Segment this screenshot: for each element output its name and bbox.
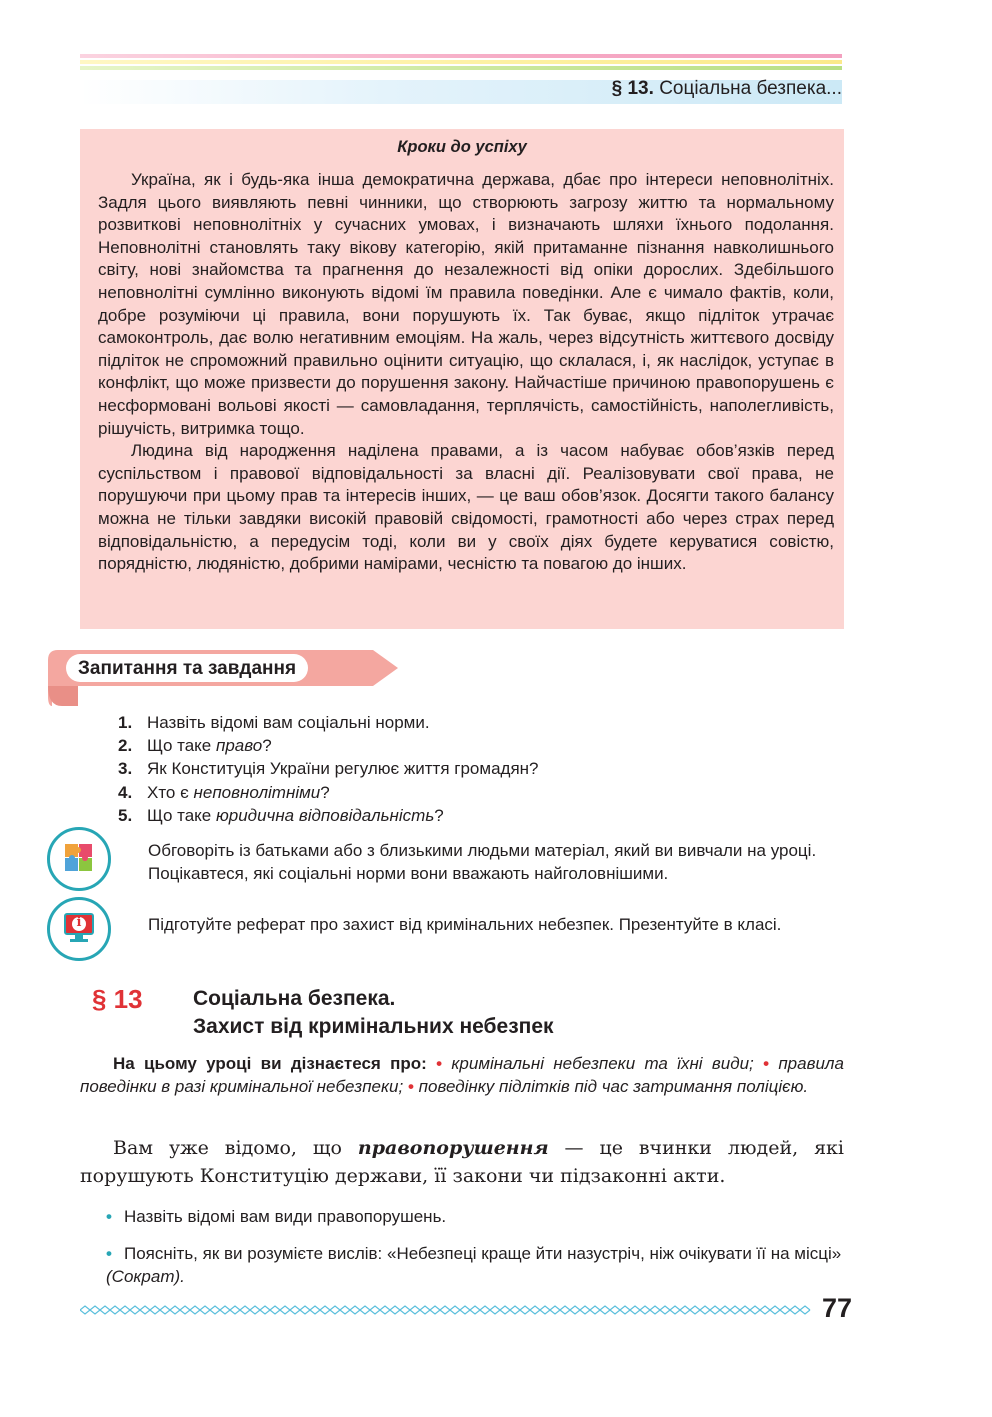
learning-item: кримінальні небезпеки та їхні види; bbox=[451, 1054, 754, 1073]
family-puzzle-icon bbox=[47, 827, 111, 891]
questions-list bbox=[118, 711, 539, 827]
learning-item: правила поведінки в разі кримінальної небезпеки; bbox=[80, 1054, 844, 1096]
question-item bbox=[118, 734, 539, 757]
questions-heading: Запитання та завдання bbox=[66, 654, 308, 682]
section-title-line: Захист від кримінальних небезпек bbox=[193, 1015, 554, 1038]
question-number: 3. bbox=[118, 759, 133, 779]
success-paragraph: Людина від народження наділена правами, а із часом набуває обов’язків перед суспільством і правової відповідальності за власні дії. Реалізовувати свої права, не порушуючи при цьому прав та інтересів інших, — це ваш обов’язок. Досягти такого балансу можна не тільки завдяки високій правовій свідомості, грамотності або через страх перед відповідальністю, а передусім тоді, коли ви у своїх діях будете керуватися совістю, порядністю, людяністю, добрими намірами, чесністю та повагою до інших. bbox=[98, 441, 834, 574]
intro-term: правопорушення bbox=[357, 1137, 549, 1159]
running-header-title: Соціальна безпека... bbox=[659, 78, 842, 99]
question-term: неповнолітніми bbox=[193, 782, 321, 802]
bullet-mark: • bbox=[407, 1077, 414, 1096]
question-term: право bbox=[215, 736, 263, 756]
intro-paragraph bbox=[80, 1134, 844, 1190]
bullet-quote-author: (Сократ). bbox=[106, 1267, 185, 1286]
question-text: Що таке bbox=[147, 805, 216, 825]
question-text: Назвіть відомі вам соціальні норми. bbox=[147, 713, 430, 732]
question-number: 2. bbox=[118, 736, 133, 756]
question-item bbox=[118, 804, 539, 827]
success-box-title: Кроки до успіху bbox=[397, 138, 527, 156]
learning-item: поведінку підлітків під час затримання поліцією. bbox=[418, 1077, 809, 1096]
question-text: ? bbox=[434, 805, 444, 825]
header-stripe bbox=[80, 66, 842, 70]
family-task: Обговоріть із батьками або з близькими людьми матеріал, який ви вивчали на уроці. Поцікавтеся, які соціальні норми вони вважають найголовнішими. bbox=[148, 841, 817, 883]
bullet-item bbox=[106, 1205, 851, 1228]
intro-text bbox=[80, 1134, 844, 1190]
footer-wave-decoration bbox=[80, 1303, 813, 1317]
running-header bbox=[612, 78, 842, 100]
bullet-mark: • bbox=[106, 1207, 112, 1226]
header-stripe bbox=[80, 54, 842, 58]
info-icon-letter: i bbox=[76, 915, 82, 930]
header-stripes bbox=[80, 54, 842, 78]
question-number: 5. bbox=[118, 805, 133, 825]
header-stripe bbox=[80, 60, 842, 64]
question-text: ? bbox=[320, 782, 330, 802]
question-term: юридична відповідальність bbox=[215, 805, 435, 825]
bullet-mark: • bbox=[763, 1054, 770, 1073]
success-paragraph: Україна, як і будь-яка інша демократична держава, дбає про інтереси неповнолітніх. Задля цього виявляють певні чинники, що створюють загрозу життю та нормальному розвиткові неповнолітніх у сучасних умовах, і визначають шляхи їхнього подолання. Неповнолітні становлять таку вікову категорію, якій притаманне пізнання навколишнього світу, нові знайомства та прагнення до незалежності від опіки дорослих. Здебільшого неповнолітні сумлінно виконують відомі їм правила поведінки. Але є чимало фактів, коли, добре розуміючи ці правила, вони порушують їх. Так буває, якщо підліток утрачає самоконтроль, дає волю негативним емоціям. На жаль, через відсутність життєвого досвіду підліток не спроможний правильно оцінити ситуацію, що склалася, і, як наслідок, уступає в конфлікт, що може призвести до порушення закону. Найчастіше причиною правопорушень є несформовані вольові якості — самовладання, терплячість, самостійність, наполегливість, рішучість, витримка тощо. bbox=[98, 170, 834, 438]
page-number: 77 bbox=[822, 1293, 853, 1323]
question-item bbox=[118, 711, 539, 734]
section-title bbox=[193, 985, 554, 1041]
question-item bbox=[118, 757, 539, 780]
success-box bbox=[80, 129, 844, 629]
info-monitor-icon bbox=[47, 897, 111, 961]
learning-lead: На цьому уроці ви дізнаєтеся про: bbox=[113, 1054, 427, 1073]
bullet-text: Назвіть відомі вам види правопорушень. bbox=[124, 1207, 447, 1226]
question-text: Як Конституція України регулює життя громадян? bbox=[147, 759, 539, 779]
question-number: 1. bbox=[118, 713, 133, 732]
question-text: ? bbox=[262, 736, 272, 756]
section-number: § 13 bbox=[92, 984, 143, 1014]
running-header-section: § 13. bbox=[611, 78, 654, 99]
questions-banner bbox=[48, 650, 398, 706]
question-text: Що таке bbox=[147, 736, 216, 756]
intro-part: — це вчинки людей, які порушують Конституцію держави, її закони чи підзаконні акти. bbox=[80, 1137, 845, 1187]
bullet-mark: • bbox=[436, 1054, 443, 1073]
learning-objectives bbox=[80, 1052, 844, 1098]
question-number: 4. bbox=[118, 782, 133, 802]
info-task: Підготуйте реферат про захист від кримінальних небезпек. Презентуйте в класі. bbox=[148, 915, 782, 934]
bullet-text: Поясніть, як ви розумієте вислів: «Небезпеці краще йти назустріч, ніж очікувати її на місці» bbox=[124, 1244, 842, 1263]
question-text: Хто є bbox=[147, 782, 194, 802]
bullet-mark: • bbox=[106, 1244, 112, 1263]
section-title-line: Соціальна безпека. bbox=[193, 987, 396, 1010]
success-box-body bbox=[98, 169, 834, 576]
intro-part: Вам уже відомо, що bbox=[113, 1137, 358, 1159]
question-item bbox=[118, 781, 539, 804]
bullet-item bbox=[106, 1242, 851, 1288]
